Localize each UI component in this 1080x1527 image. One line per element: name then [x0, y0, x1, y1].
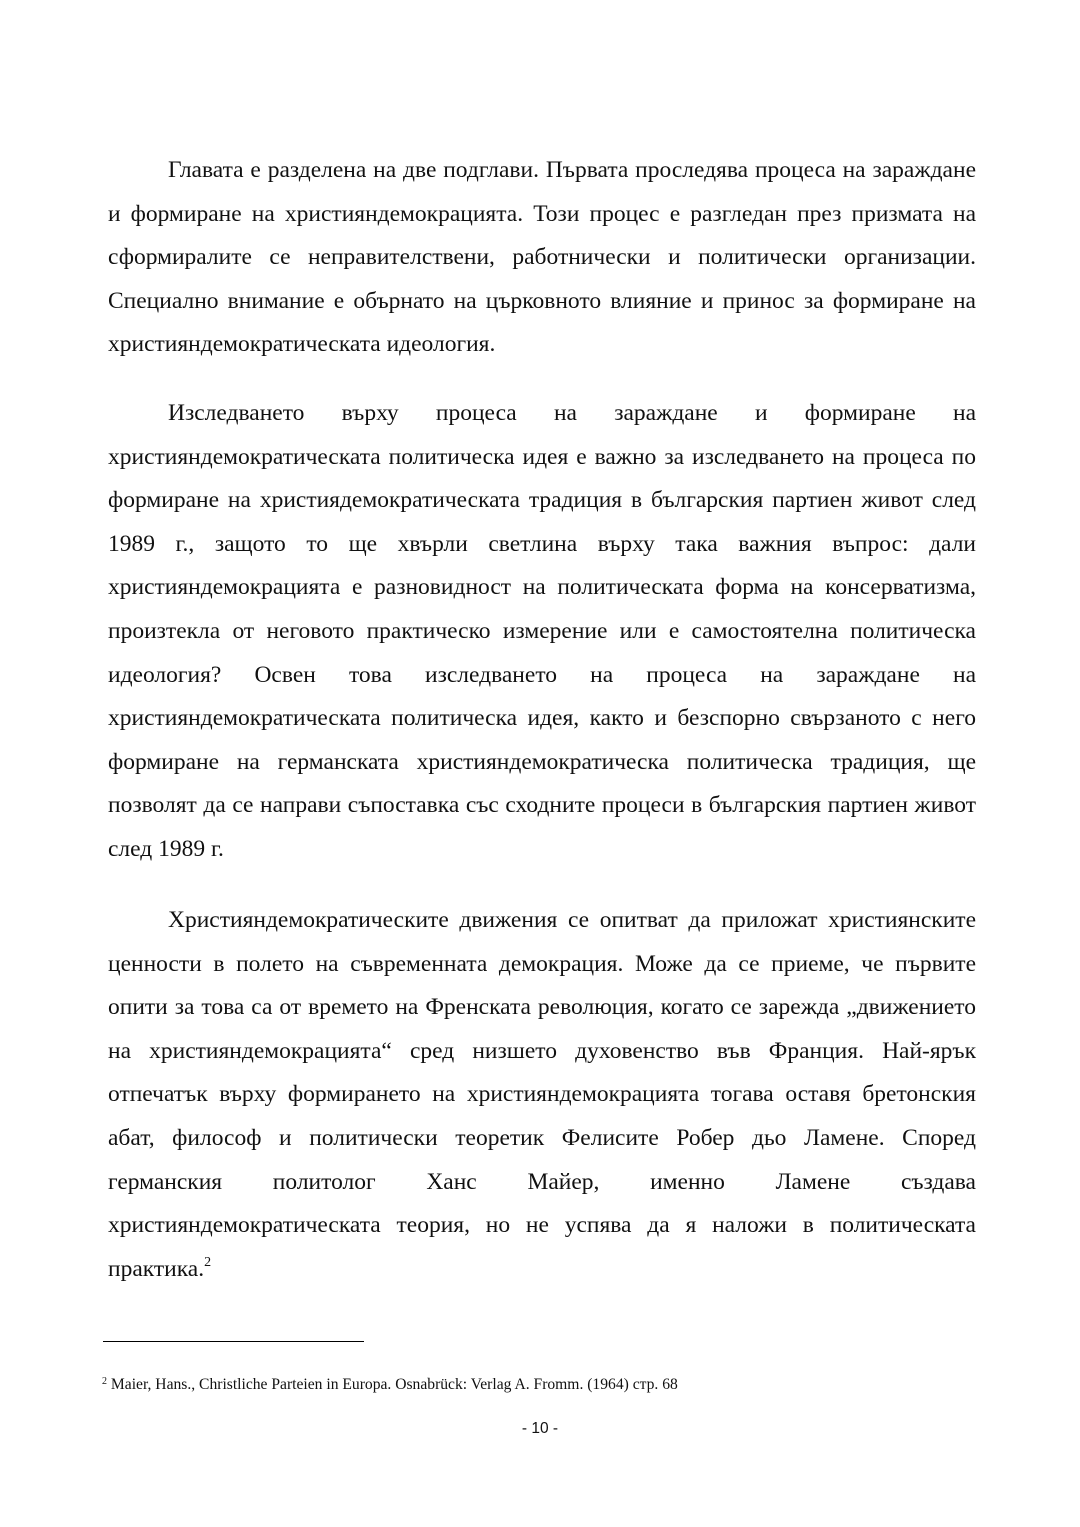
footnote: [102, 1375, 982, 1395]
paragraph-1-text: Главата е разделена на две подглави. Първата проследява процеса на зараждане и формиране на християндемокрацията. Този процес е разгледан през призмата на сформиралите се неправителствени, работнически и политически организации. Специално внимание е обърнато на църковното влияние и принос за формиране на християндемократическата идеология.: [108, 157, 976, 358]
footnote-separator: [103, 1341, 364, 1342]
footnote-number: 2: [102, 1376, 107, 1387]
paragraph-2: [108, 392, 976, 872]
footnote-reference[interactable]: 2: [204, 1254, 212, 1270]
footnote-text: Maier, Hans., Christliche Parteien in Europa. Osnabrück: Verlag A. Fromm. (1964) стр. 68: [110, 1376, 678, 1393]
paragraph-3-text: Християндемократическите движения се опитват да приложат християнските ценности в полето на съвременната демокрация. Може да се приеме, че първите опити за това са от времето на Френската революция, когато се зарежда „движението на християндемокрацията“ сред низшето духовенство във Франция. Най-ярък отпечатък върху формирането на християндемокрацията тогава оставя бретонския абат, философ и политически теоретик Фелисите Робер дьо Ламене. Според германския политолог Ханс Майер, именно Ламене създава християндемократическата теория, но не успява да я наложи в политическата практика.: [108, 907, 976, 1282]
paragraph-3: [108, 899, 976, 1291]
paragraph-2-text: Изследването върху процеса на зараждане и формиране на християндемократическата политическа идея е важно за изследването на процеса по формиране на християдемократическата традиция в българския партиен живот след 1989 г., защото то ще хвърли светлина върху така важния въпрос: дали християндемокрацията е разновидност на политическата форма на консерватизма, произтекла от неговото практическо измерение или е самостоятелна политическа идеология? Освен това изследването на процеса на зараждане на християндемократическата политическа идея, както и безспорно свързаното с него формиране на германската християндемократическа политическа традиция, ще позволят да се направи съпоставка със сходните процеси в българския партиен живот след 1989 г.: [108, 400, 976, 862]
paragraph-1: [108, 149, 976, 367]
page-number: - 10 -: [521, 1420, 559, 1437]
